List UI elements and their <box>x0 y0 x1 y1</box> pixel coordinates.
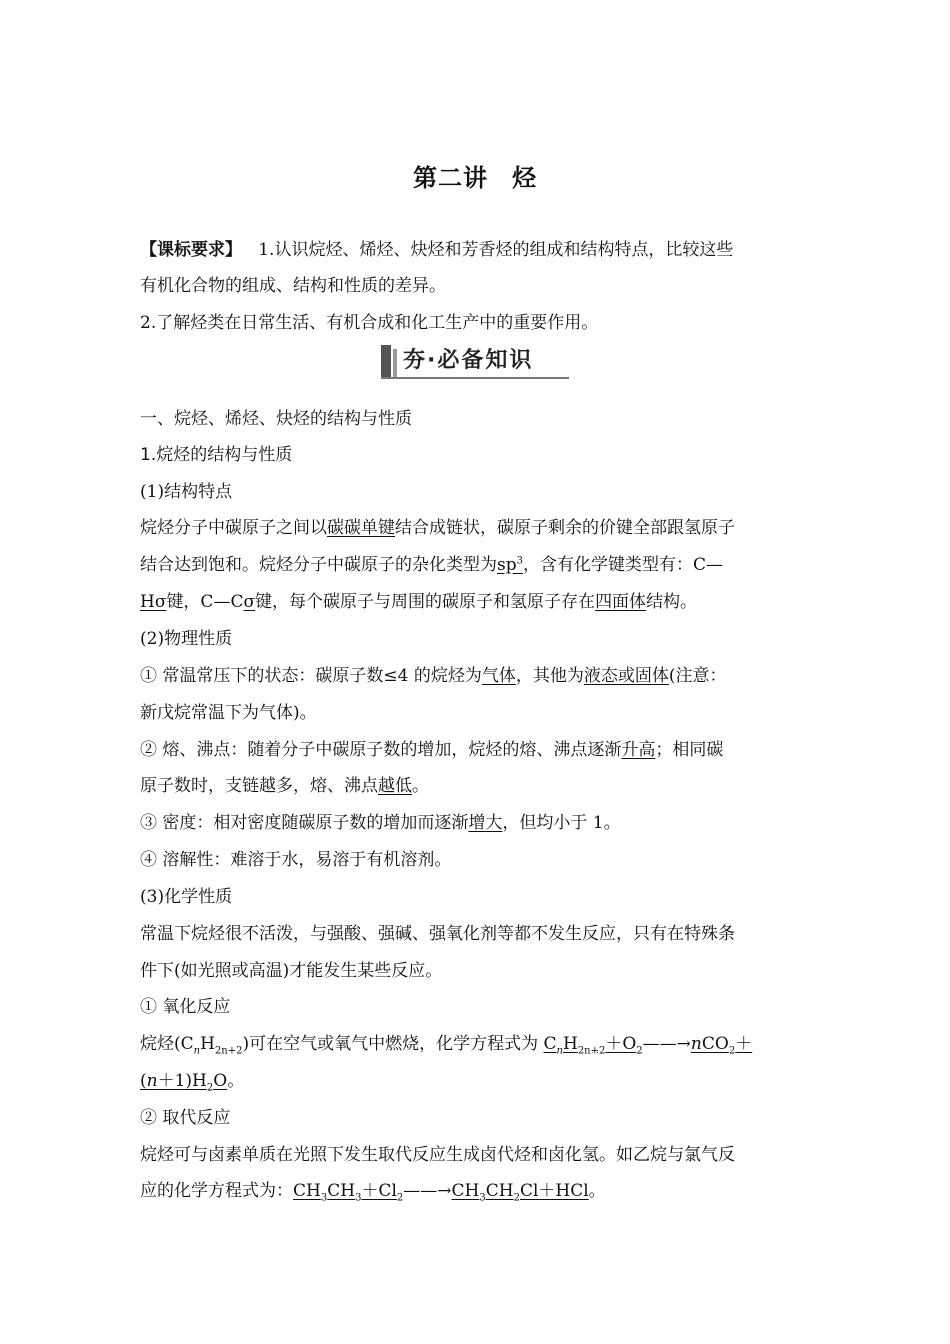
structure-line-2 <box>140 547 812 583</box>
text: ，其他为 <box>515 666 584 686</box>
equation-answer: $C_nH_{2n+2}+O_2——\to nCO_2+$ <box>544 1034 753 1054</box>
answer-blank: σ <box>243 592 256 612</box>
text: 。 <box>412 776 429 796</box>
heading-oxidation: ① 氧化反应 <box>140 997 231 1017</box>
standard-line-2: 有机化合物的组成、结构和性质的差异。 <box>140 276 446 296</box>
text: ③ 密度：相对密度随碳原子数的增加而逐渐 <box>140 813 469 833</box>
section-banner <box>381 345 569 377</box>
banner-bar-thin <box>393 349 397 377</box>
text: 烷烃(C <box>140 1034 194 1054</box>
text: ① 常温常压下的状态：碳原子数≤4 的烷烃为 <box>140 666 482 686</box>
oxidation-line-1: 烷烃$(C_nH_{2n+2})$可在空气或氧气中燃烧，化学方程式为 $C_nH_{2n+2}+O_2——\to nCO_2+$ <box>140 1026 812 1062</box>
substitution-line-1: 烷烃可与卤素单质在光照下发生取代反应生成卤代烃和卤化氢。如乙烷与氯气反 <box>140 1145 735 1165</box>
text: 结构。 <box>646 592 698 612</box>
answer-blank: $sp^3$ <box>497 555 523 575</box>
structure-line-3 <box>140 584 812 620</box>
phys-line-1 <box>140 658 812 694</box>
section-heading: 一、烷烃、烯烃、炔烃的结构与性质 <box>140 409 412 429</box>
phys-line-2: 新戊烷常温下为气体)。 <box>140 703 317 723</box>
text: 结合达到饱和。烷烃分子中碳原子的杂化类型为 <box>140 555 497 575</box>
title-text: 第二讲 <box>413 164 488 192</box>
answer-blank: Hσ <box>140 592 167 612</box>
text: 原子数时，支链越多，熔、沸点 <box>140 776 378 796</box>
text: ，含有化学键类型有：C— <box>522 555 723 575</box>
title-subject: 烃 <box>512 164 537 192</box>
banner-bar-icon <box>381 345 391 377</box>
chem-line-2: 件下(如光照或高温)才能发生某些反应。 <box>140 961 443 981</box>
text: 结合成链状，碳原子剩余的价键全部跟氢原子 <box>395 518 735 538</box>
text: ，但均小于 1。 <box>502 813 621 833</box>
answer-blank: 碳碳单键 <box>327 518 395 538</box>
answer-blank: 气体 <box>481 666 516 686</box>
page-title <box>0 158 950 193</box>
equation-answer: $CH_3CH_3+Cl_2——\to CH_3CH_2Cl+HCl$ <box>293 1181 589 1201</box>
text: 键，每个碳原子与周围的碳原子和氢原子存在 <box>255 592 596 612</box>
standard-text-1: 1.认识烷烃、烯烃、炔烃和芳香烃的组成和结构特点，比较这些 <box>258 240 734 260</box>
heading-physical: (2)物理性质 <box>140 629 233 649</box>
text: 键，C—C <box>166 592 244 612</box>
subsection-heading: 1.烷烃的结构与性质 <box>140 445 293 465</box>
equation-answer: $(n+1)H_2O$ <box>140 1071 228 1094</box>
heading-chemical: (3)化学性质 <box>140 887 233 907</box>
text: ；相同碳 <box>655 740 724 760</box>
text: )可在空气或氧气中燃烧，化学方程式为 <box>242 1034 544 1054</box>
reaction-arrow-icon: ——→ <box>642 1034 691 1054</box>
heading-structure: (1)结构特点 <box>140 482 233 502</box>
reaction-arrow-icon: ——→ <box>403 1181 452 1201</box>
phys-line-5 <box>140 805 812 841</box>
text: 应的化学方程式为： <box>140 1181 293 1201</box>
oxidation-line-2: $(n+1)H_2O$。 <box>140 1071 245 1094</box>
standard-line-1 <box>140 232 812 268</box>
answer-blank: 升高 <box>621 740 656 760</box>
substitution-line-2: 应的化学方程式为：$CH_3CH_3+Cl_2——\to CH_3CH_2Cl+HCl$。 <box>140 1173 812 1209</box>
chem-line-1: 常温下烷烃很不活泼，与强酸、强碱、强氧化剂等都不发生反应，只有在特殊条 <box>140 924 735 944</box>
text: 烷烃分子中碳原子之间以 <box>140 518 327 538</box>
phys-line-6: ④ 溶解性：难溶于水，易溶于有机溶剂。 <box>140 850 452 870</box>
answer-blank: 增大 <box>468 813 503 833</box>
phys-line-3 <box>140 732 812 768</box>
heading-substitution: ② 取代反应 <box>140 1108 231 1128</box>
standard-line-3: 2.了解烃类在日常生活、有机合成和化工生产中的重要作用。 <box>140 313 599 333</box>
text: ② 熔、沸点：随着分子中碳原子数的增加，烷烃的熔、沸点逐渐 <box>140 740 622 760</box>
answer-blank: 越低 <box>378 776 412 796</box>
structure-line-1 <box>140 510 812 546</box>
text: (注意： <box>668 666 727 686</box>
answer-blank: 液态或固体 <box>583 666 669 686</box>
standard-tag: 【课标要求】 <box>140 240 242 260</box>
banner-underline <box>381 377 569 379</box>
phys-line-4 <box>140 768 812 804</box>
banner-text: 夯·必备知识 <box>403 348 534 373</box>
answer-blank: 四面体 <box>595 592 647 612</box>
